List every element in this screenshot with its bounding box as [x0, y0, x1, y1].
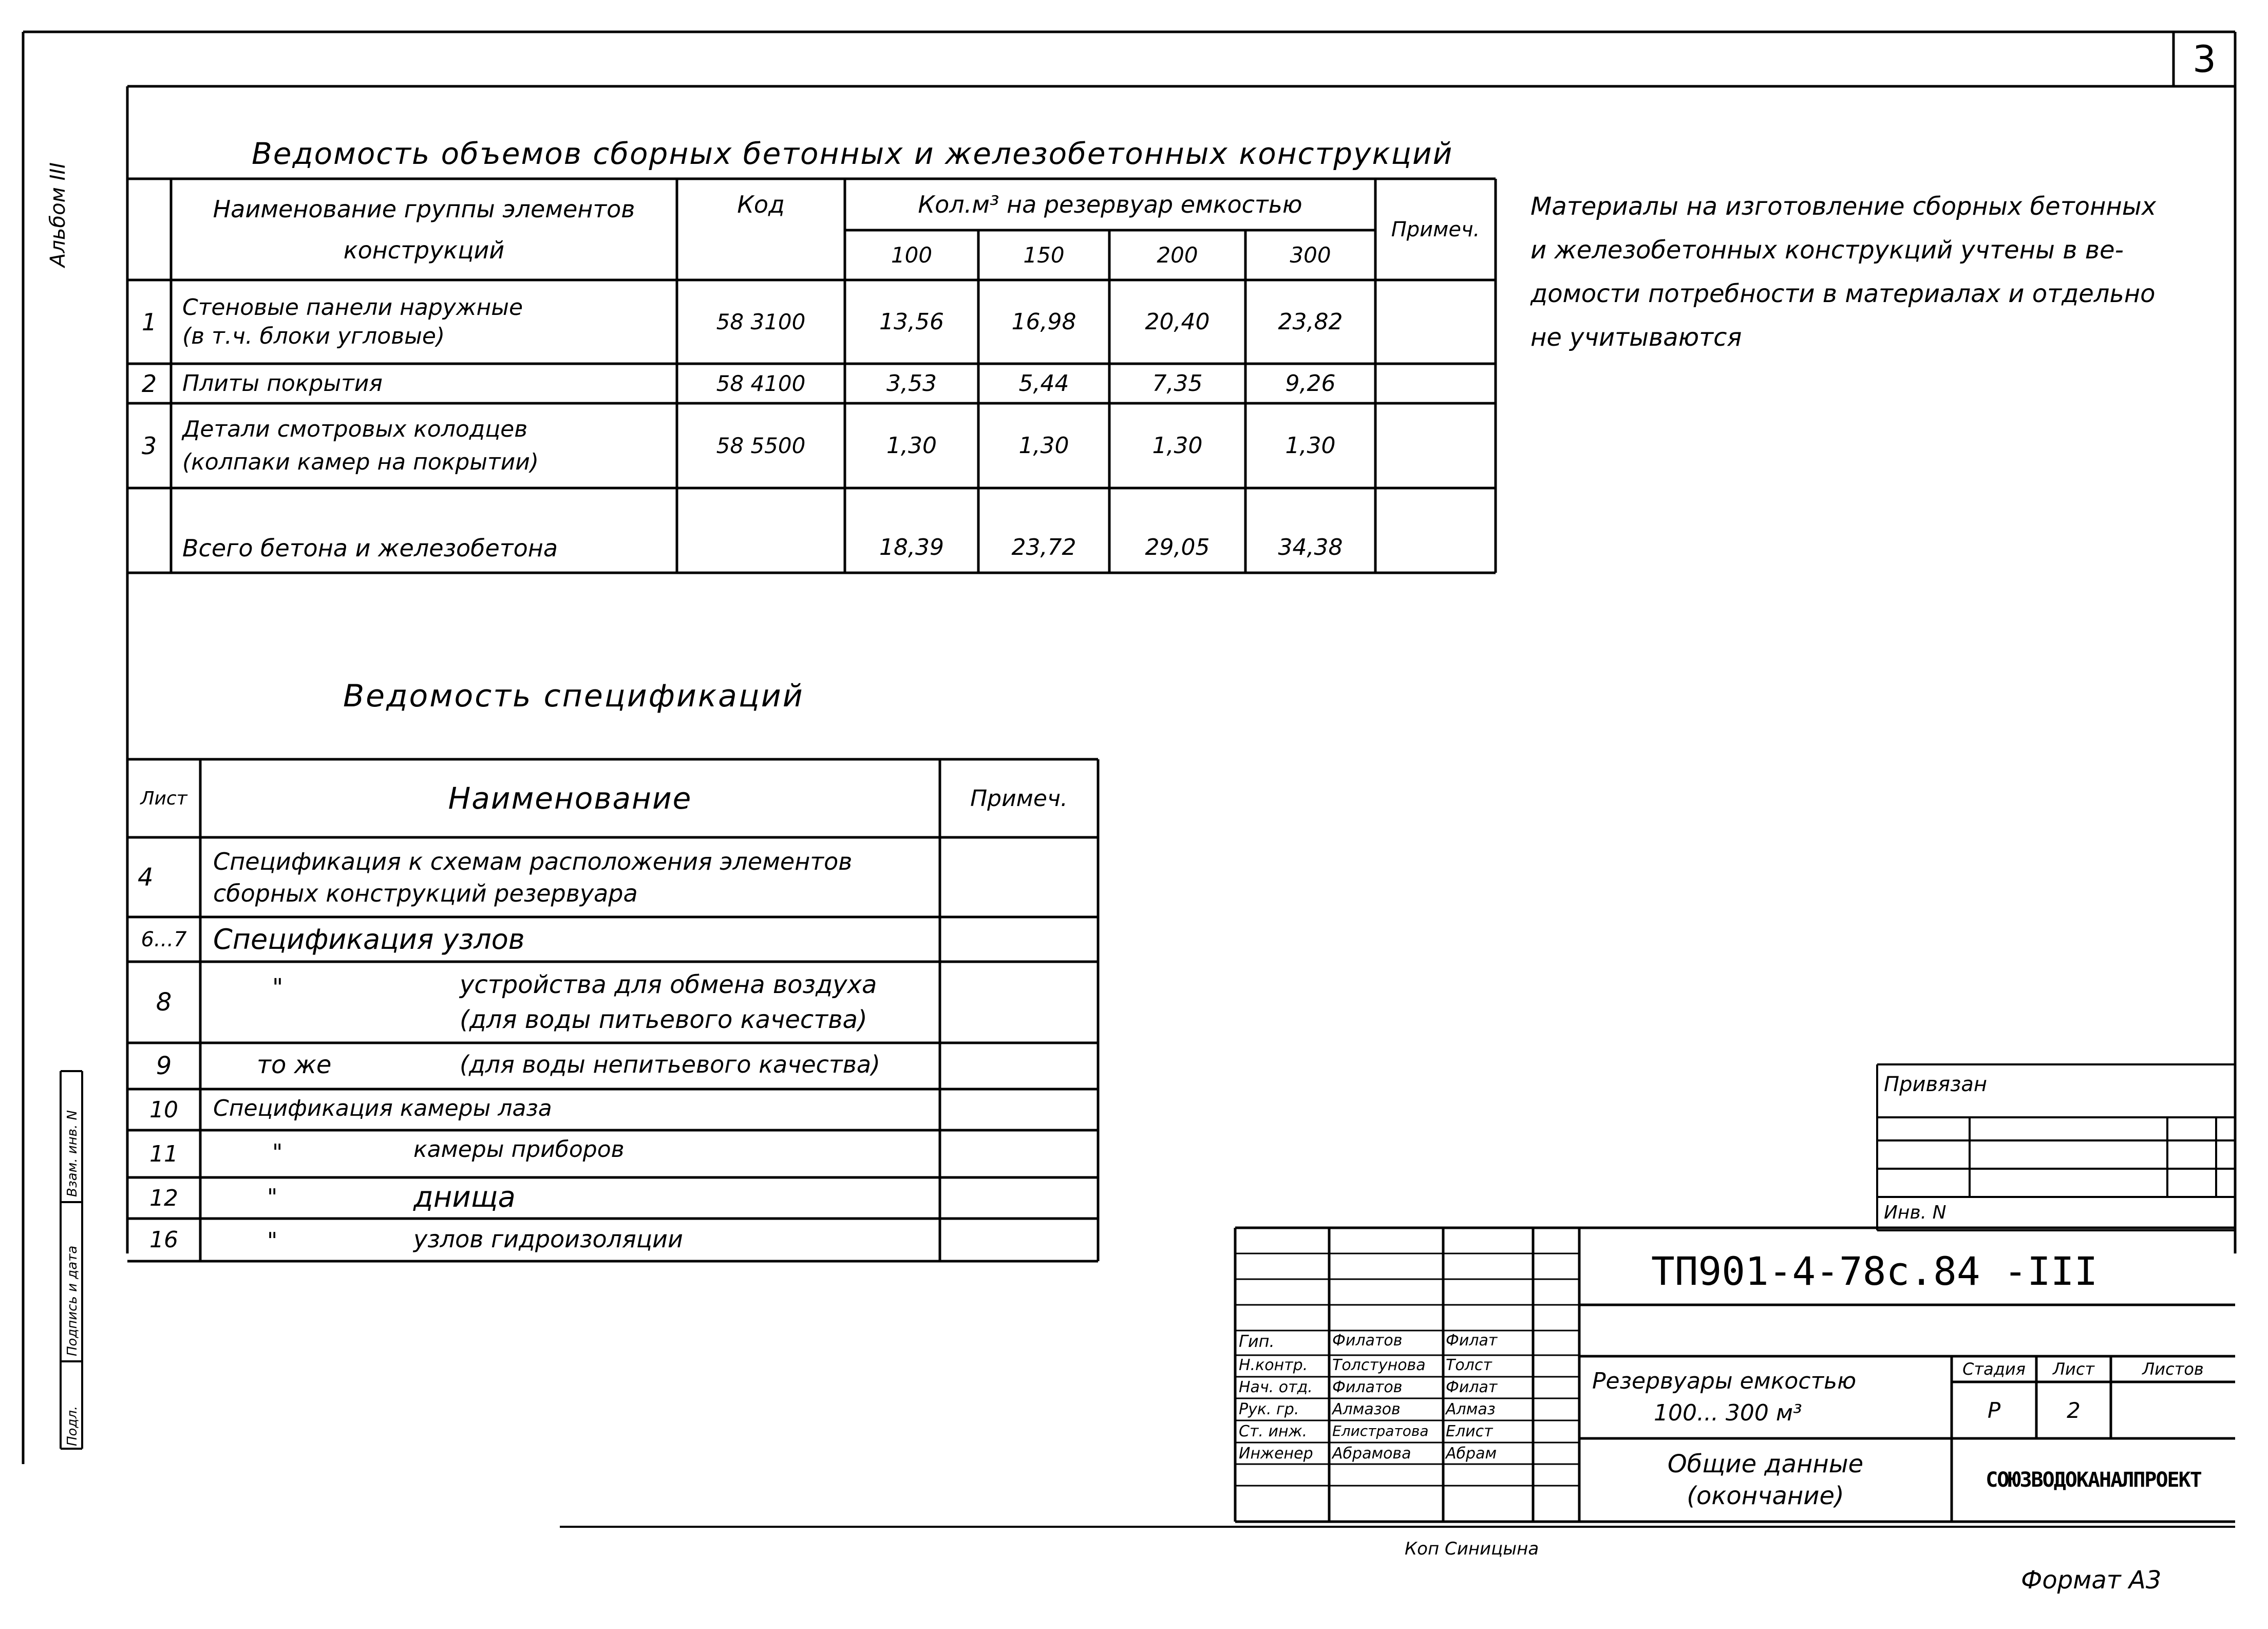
- volume-header-quantity: Кол.м³ на резервуар емкостью: [918, 191, 1302, 218]
- staff-role: Рук. гр.: [1239, 1400, 1299, 1418]
- volume-row-value: 13,56: [879, 309, 944, 335]
- volume-row-value: 20,40: [1145, 309, 1210, 335]
- staff-name: Филатов: [1332, 1378, 1403, 1396]
- spec-row-sheet: 4: [138, 863, 154, 892]
- volume-table-title: Ведомость объемов сборных бетонных и железобетонных конструкций: [252, 136, 1453, 171]
- spec-row-name: днища: [413, 1181, 516, 1214]
- materials-note-line: Материалы на изготовление сборных бетонных: [1530, 192, 2157, 221]
- volume-row-name-line1: Плиты покрытия: [182, 370, 383, 397]
- volume-header-note: Примеч.: [1391, 217, 1480, 241]
- spec-row-sheet: 9: [156, 1052, 172, 1080]
- capacity-100: 100: [891, 242, 933, 268]
- volume-row-name: [182, 403, 675, 488]
- volume-row-name-line1: Детали смотровых колодцев: [182, 416, 528, 442]
- volume-header-name: [171, 179, 677, 280]
- staff-name: Филатов: [1332, 1332, 1403, 1350]
- spec-row-name: [213, 837, 937, 917]
- spec-row-mark: ": [272, 1139, 283, 1166]
- volume-row-value: 1,30: [1285, 433, 1336, 459]
- volume-row-value: 1,30: [1152, 433, 1203, 459]
- volume-row-name-line2: (колпаки камер на покрытии): [182, 448, 539, 475]
- staff-signature: Толст: [1446, 1356, 1492, 1374]
- spec-row-sheet: 10: [149, 1096, 178, 1123]
- volume-row-value: 1,30: [886, 433, 937, 459]
- spec-row-sheet: 12: [149, 1185, 178, 1211]
- spec-table-title: Ведомость спецификаций: [343, 678, 804, 714]
- project-name-line2: 100... 300 м³: [1654, 1400, 1802, 1426]
- volume-row-num: 3: [141, 432, 157, 460]
- volume-total-value: 23,72: [1011, 534, 1076, 560]
- materials-note-line: не учитываются: [1530, 323, 1742, 352]
- volume-row-value: 3,53: [886, 370, 937, 397]
- staff-role: Нач. отд.: [1239, 1378, 1313, 1396]
- materials-note: [1530, 185, 2234, 360]
- volume-row-value: 9,26: [1285, 370, 1336, 397]
- staff-role: Н.контр.: [1239, 1356, 1308, 1374]
- volume-row-code: 58 4100: [716, 371, 806, 396]
- spec-row-name: камеры приборов: [413, 1136, 625, 1163]
- margin-label-original: Подл.: [65, 1406, 80, 1446]
- spec-row-name: [460, 962, 937, 1043]
- margin-label-signature-date: Подпись и дата: [65, 1245, 80, 1356]
- project-name-line1: Резервуары емкостью: [1592, 1368, 1857, 1394]
- spec-row-sheet: 11: [149, 1140, 178, 1167]
- sheet-value: 2: [2067, 1397, 2081, 1423]
- staff-name: Абрамова: [1332, 1445, 1411, 1463]
- volume-row-num: 1: [141, 308, 157, 336]
- volume-row-value: 16,98: [1011, 309, 1076, 335]
- stage-value: Р: [1987, 1397, 2001, 1423]
- volume-row-name: [182, 364, 675, 403]
- staff-role: Инженер: [1239, 1445, 1313, 1463]
- spec-header-sheet: Лист: [140, 788, 187, 809]
- sheet-title-line2: (окончание): [1687, 1482, 1844, 1510]
- volume-row-value: 1,30: [1018, 433, 1069, 459]
- format-label: Формат А3: [2021, 1566, 2162, 1595]
- volume-row-name-line1: Стеновые панели наружные: [182, 294, 523, 321]
- sheet-label: Лист: [2052, 1359, 2095, 1379]
- document-code: ТП901-4-78с.84 -III: [1651, 1248, 2098, 1294]
- volume-header-name-line2: конструкций: [343, 236, 505, 264]
- volume-row-num: 2: [141, 369, 157, 398]
- staff-name: Алмазов: [1332, 1400, 1401, 1418]
- spec-row-mark: ": [272, 973, 284, 1001]
- spec-header-note: Примеч.: [970, 785, 1068, 812]
- sheet-title-line1: Общие данные: [1667, 1450, 1864, 1478]
- spec-row-mark: ": [267, 1184, 278, 1210]
- staff-signature: Алмаз: [1446, 1400, 1496, 1418]
- staff-signature: Филат: [1446, 1332, 1498, 1350]
- spec-row-name: [213, 917, 937, 962]
- capacity-200: 200: [1157, 242, 1198, 268]
- staff-role: Гип.: [1239, 1332, 1275, 1351]
- inventory-label: Инв. N: [1884, 1202, 1946, 1223]
- spec-row-name: (для воды непитьевого качества): [460, 1051, 880, 1078]
- materials-note-line: домости потребности в материалах и отдельно: [1530, 279, 2156, 308]
- spec-row-name: Спецификация камеры лаза: [213, 1095, 552, 1121]
- volume-header-code: Код: [737, 191, 785, 218]
- volume-total-value: 34,38: [1278, 534, 1343, 560]
- volume-row-value: 23,82: [1278, 309, 1343, 335]
- sheet-number: 3: [2193, 38, 2216, 81]
- project-name: [1592, 1359, 1949, 1436]
- spec-row-name-line1: Спецификация узлов: [213, 923, 525, 956]
- spec-header-name: Наименование: [448, 781, 692, 816]
- spec-row-sheet: 6...7: [141, 927, 187, 951]
- spec-row-name-line1: Спецификация к схемам расположения элементов: [213, 847, 853, 875]
- organization-name: СОЮЗВОДОКАНАЛПРОЕКТ: [1986, 1468, 2201, 1492]
- capacity-150: 150: [1023, 242, 1065, 268]
- volume-total-label: Всего бетона и железобетона: [182, 534, 558, 562]
- volume-row-name-line2: (в т.ч. блоки угловые): [182, 323, 445, 349]
- spec-row-name: узлов гидроизоляции: [413, 1225, 683, 1253]
- staff-name: Елистратова: [1332, 1422, 1429, 1439]
- spec-row-name-line1: устройства для обмена воздуха: [460, 970, 877, 999]
- staff-role: Ст. инж.: [1239, 1422, 1308, 1440]
- attached-label: Привязан: [1884, 1073, 1988, 1096]
- spec-row-sheet: 16: [149, 1227, 178, 1253]
- volume-row-value: 5,44: [1018, 370, 1069, 397]
- spec-row-sheet: 8: [156, 988, 172, 1017]
- stage-label: Стадия: [1962, 1359, 2026, 1379]
- sheets-label: Листов: [2142, 1359, 2204, 1379]
- spec-row-mark: ": [267, 1228, 278, 1254]
- staff-signature: Елист: [1446, 1422, 1493, 1440]
- sheet-title: [1579, 1438, 1952, 1522]
- volume-total-value: 18,39: [879, 534, 944, 560]
- spec-row-mark: то же: [257, 1051, 332, 1079]
- staff-name: Толстунова: [1332, 1356, 1426, 1374]
- volume-total-value: 29,05: [1145, 534, 1210, 560]
- volume-row-code: 58 5500: [716, 433, 806, 458]
- capacity-300: 300: [1290, 242, 1331, 268]
- staff-signature: Абрам: [1446, 1445, 1497, 1463]
- staff-signature: Филат: [1446, 1378, 1498, 1396]
- spec-row-name-line2: сборных конструкций резервуара: [213, 879, 638, 907]
- copied-by: Коп Синицына: [1405, 1539, 1539, 1559]
- volume-header-name-line1: Наименование группы элементов: [213, 195, 635, 223]
- album-label: Альбом III: [46, 162, 70, 267]
- materials-note-line: и железобетонных конструкций учтены в ве-: [1530, 236, 2124, 265]
- margin-label-replaced-inv: Взам. инв. N: [65, 1110, 80, 1197]
- spec-row-name-line2: (для воды питьевого качества): [460, 1005, 867, 1034]
- volume-row-name: [182, 280, 675, 364]
- volume-row-code: 58 3100: [716, 309, 806, 334]
- volume-row-value: 7,35: [1152, 370, 1203, 397]
